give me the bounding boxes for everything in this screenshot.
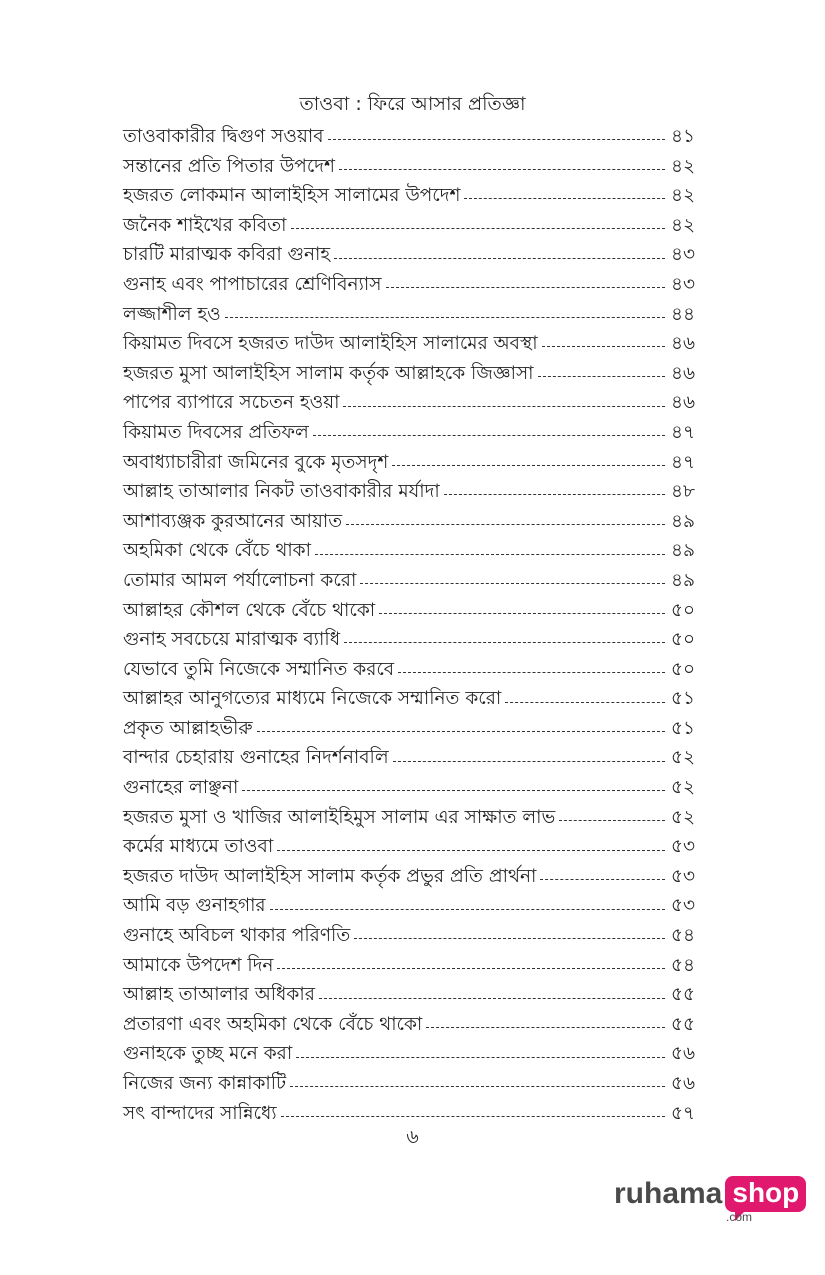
toc-entry [123,566,695,596]
toc-entry [123,891,695,921]
toc-dot-leader [257,731,665,732]
toc-entry [123,951,695,981]
toc-entry-title: আল্লাহর কৌশল থেকে বেঁচে থাকো [123,599,376,621]
toc-entry [123,714,695,744]
page-number: ৬ [406,1126,419,1148]
toc-entry [123,448,695,478]
toc-dot-leader [426,1027,665,1028]
toc-entry-page: ৪৯ [670,569,695,591]
toc-entry-page: ৫০ [670,658,695,680]
toc-dot-leader [277,850,665,851]
toc-entry-page: ৫১ [670,717,695,739]
toc-entry [123,921,695,951]
toc-dot-leader [379,613,665,614]
toc-entry [123,329,695,359]
toc-entry [123,1069,695,1099]
toc-entry-title: আমাকে উপদেশ দিন [123,954,274,976]
toc-entry-page: ৫৫ [670,984,695,1006]
toc-entry-page: ৫৫ [670,1013,695,1035]
toc-entry [123,270,695,300]
toc-entry [123,388,695,418]
toc-entry [123,240,695,270]
toc-entry-title: জনৈক শাইখের কবিতা [123,214,287,236]
toc-entry-page: ৪৭ [670,421,695,443]
toc-entry [123,477,695,507]
toc-entry-title: সৎ বান্দাদের সান্নিধ্যে [123,1102,277,1124]
toc-dot-leader [559,820,665,821]
toc-entry-page: ৪৮ [670,481,695,503]
toc-entry-title: গুনাহকে তুচ্ছ মনে করা [123,1043,293,1065]
toc-entry-page: ৫২ [670,747,695,769]
toc-entry-page: ৪৪ [670,303,695,325]
toc-dot-leader [242,790,665,791]
toc-entry-page: ৫৬ [670,1073,695,1094]
toc-dot-leader [343,406,665,407]
toc-entry-page: ৫৩ [670,836,695,858]
toc-entry-title: গুনাহে অবিচল থাকার পরিণতি [123,925,351,947]
toc-dot-leader [328,139,665,140]
toc-entry [123,862,695,892]
toc-entry [123,980,695,1010]
toc-entry-title: যেভাবে তুমি নিজেকে সম্মানিত করবে [123,658,395,680]
toc-entry-title: পাপের ব্যাপারে সচেতন হওয়া [123,392,340,414]
logo-shop-badge: shop [725,1176,806,1212]
toc-entry-title: কর্মের মাধ্যমে তাওবা [123,836,274,858]
toc-entry-page: ৪৩ [670,273,695,295]
toc-entry-page: ৫১ [670,688,695,710]
toc-entry-title: চারটি মারাত্মক কবিরা গুনাহ [123,244,331,266]
toc-entry-title: লজ্জাশীল হও [123,303,221,325]
toc-entry-page: ৫২ [670,806,695,828]
toc-entry [123,211,695,241]
toc-entry-page: ৫৬ [670,1043,695,1065]
toc-entry [123,152,695,182]
toc-entry-page: ৫৩ [670,895,695,917]
toc-entry-title: কিয়ামত দিবসের প্রতিফল [123,421,309,443]
toc-dot-leader [339,169,665,170]
toc-dot-leader [386,287,665,288]
table-of-contents [123,122,695,1128]
toc-entry [123,536,695,566]
toc-entry-page: ৫৪ [670,925,695,947]
toc-entry-title: হজরত মুসা আলাইহিস সালাম কর্তৃক আল্লাহকে জিজ্ঞাসা [123,362,534,384]
toc-dot-leader [354,938,665,939]
toc-entry-title: তাওবাকারীর দ্বিগুণ সওয়াব [123,126,324,147]
toc-entry-title: গুনাহের লাঞ্ছনা [123,777,239,799]
toc-entry-title: আল্লাহর আনুগত্যের মাধ্যমে নিজেকে সম্মানিত করো [123,688,502,710]
logo-domain-text: .com [726,1210,753,1224]
toc-entry [123,122,695,152]
toc-entry [123,684,695,714]
toc-dot-leader [344,642,665,643]
logo-brand-text: ruhama [614,1177,723,1210]
toc-dot-leader [319,998,665,999]
toc-entry-title: আল্লাহ তাআলার অধিকার [123,984,315,1006]
toc-entry-page: ৪৬ [670,392,695,414]
toc-entry [123,625,695,655]
toc-dot-leader [291,228,665,229]
toc-entry-title: আমি বড় গুনাহগার [123,895,266,917]
toc-entry-title: প্রতারণা এবং অহমিকা থেকে বেঁচে থাকো [123,1013,423,1035]
toc-entry-page: ৫৩ [670,865,695,887]
toc-dot-leader [313,435,665,436]
toc-entry-page: ৪২ [670,155,695,177]
toc-entry-title: গুনাহ সবচেয়ে মারাত্মক ব্যাধি [123,629,341,651]
toc-entry-title: কিয়ামত দিবসে হজরত দাউদ আলাইহিস সালামের অবস্থা [123,333,538,355]
toc-entry-title: আশাব্যঞ্জক কুরআনের আয়াত [123,510,343,532]
toc-entry-title: বান্দার চেহারায় গুনাহের নিদর্শনাবলি [123,747,389,769]
toc-entry-page: ৫০ [670,629,695,651]
toc-dot-leader [315,554,665,555]
toc-entry-page: ৪৯ [670,510,695,532]
toc-dot-leader [346,524,665,525]
toc-dot-leader [542,346,665,347]
toc-entry [123,655,695,685]
toc-entry [123,181,695,211]
toc-entry-page: ৪২ [670,185,695,207]
toc-dot-leader [277,968,665,969]
toc-entry-title: গুনাহ এবং পাপাচারের শ্রেণিবিন্যাস [123,273,382,295]
toc-dot-leader [334,258,665,259]
toc-entry [123,1010,695,1040]
toc-entry-page: ৫৪ [670,954,695,976]
toc-dot-leader [393,761,665,762]
toc-entry-title: হজরত দাউদ আলাইহিস সালাম কর্তৃক প্রভুর প্রতি প্রার্থনা [123,865,537,887]
toc-dot-leader [505,702,665,703]
toc-entry-title: প্রকৃত আল্লাহভীরু [123,717,253,739]
toc-entry [123,418,695,448]
toc-entry [123,359,695,389]
toc-entry-page: ৫০ [670,599,695,621]
toc-dot-leader [290,1086,665,1087]
toc-dot-leader [398,672,665,673]
toc-dot-leader [538,376,665,377]
toc-entry-page: ৪৩ [670,244,695,266]
toc-entry-title: অহমিকা থেকে বেঁচে থাকা [123,540,311,562]
toc-entry [123,743,695,773]
toc-entry [123,803,695,833]
toc-entry-page: ৪৭ [670,451,695,473]
toc-dot-leader [444,494,665,495]
toc-entry-title: হজরত লোকমান আলাইহিস সালামের উপদেশ [123,185,461,207]
toc-dot-leader [540,879,665,880]
toc-entry-title: হজরত মুসা ও খাজির আলাইহিমুস সালাম এর সাক্ষাত লাভ [123,806,556,828]
toc-entry-page: ৫২ [670,777,695,799]
ruhamashop-logo [614,1174,806,1224]
toc-entry-title: নিজের জন্য কান্নাকাটি [123,1073,287,1094]
toc-dot-leader [296,1057,665,1058]
toc-entry-page: ৫৭ [670,1102,695,1124]
toc-entry-title: সন্তানের প্রতি পিতার উপদেশ [123,155,335,177]
running-title: তাওবা : ফিরে আসার প্রতিজ্ঞা [299,93,526,115]
toc-entry-page: ৪১ [670,126,695,147]
toc-entry-title: আল্লাহ তাআলার নিকট তাওবাকারীর মর্যাদা [123,481,440,503]
toc-dot-leader [270,909,665,910]
toc-entry [123,507,695,537]
toc-dot-leader [464,198,665,199]
toc-entry-title: অবাধ্যাচারীরা জমিনের বুকে মৃতসদৃশ [123,451,389,473]
toc-dot-leader [360,583,665,584]
toc-dot-leader [225,317,665,318]
toc-entry [123,596,695,626]
toc-entry-page: ৪৯ [670,540,695,562]
toc-entry-page: ৪২ [670,214,695,236]
toc-entry-page: ৪৬ [670,362,695,384]
toc-entry [123,832,695,862]
toc-entry [123,300,695,330]
toc-dot-leader [392,465,665,466]
toc-entry-title: তোমার আমল পর্যালোচনা করো [123,569,357,591]
toc-entry [123,773,695,803]
toc-dot-leader [281,1116,665,1117]
toc-entry [123,1039,695,1069]
toc-entry-page: ৪৬ [670,333,695,355]
